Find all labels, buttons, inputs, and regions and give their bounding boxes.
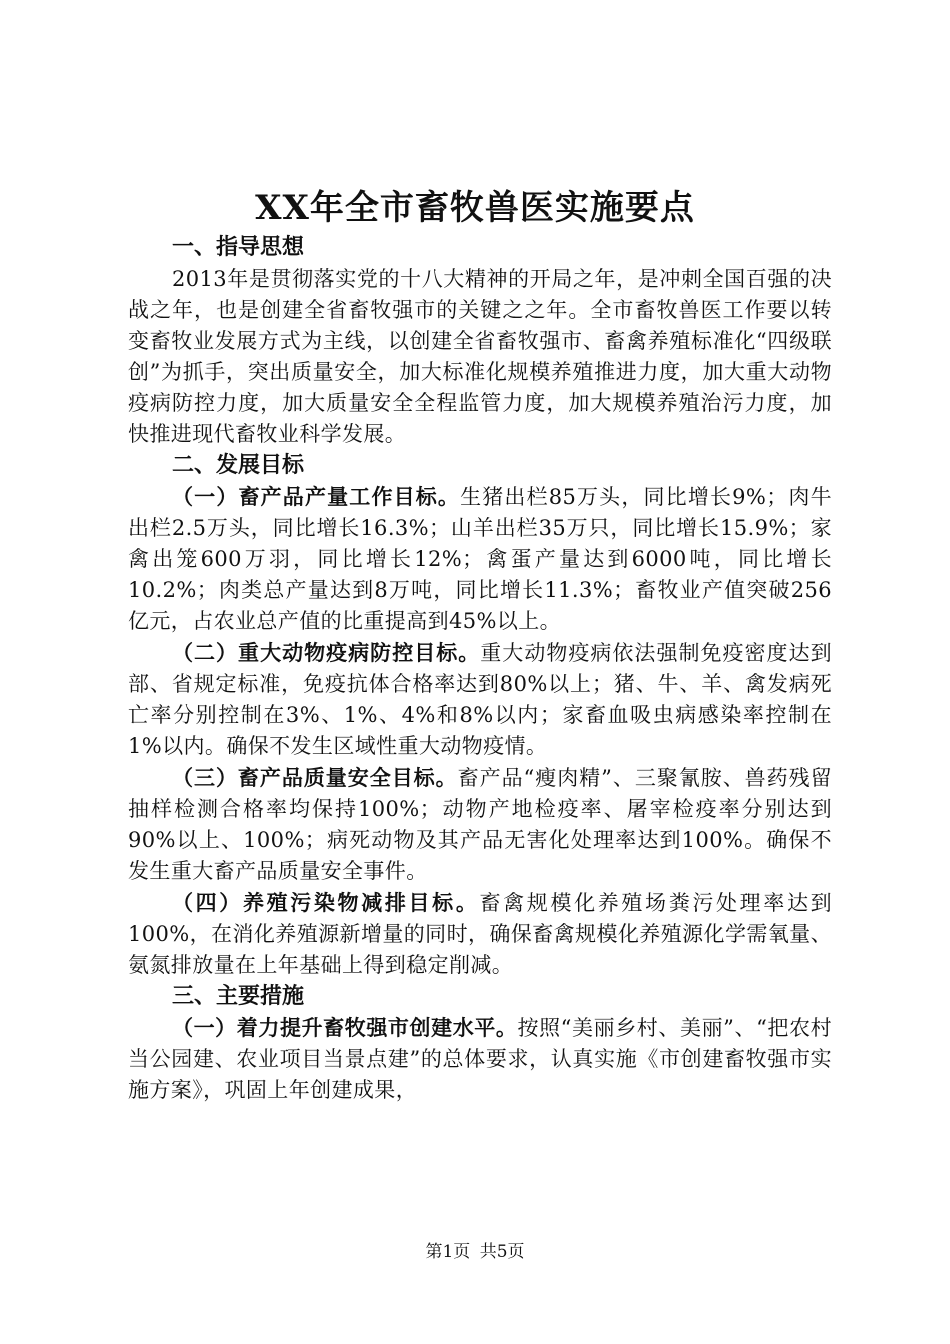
paragraph	[128, 887, 832, 981]
paragraph-text: 重大动物疫病依法强制免疫密度达到部、省规定标准，免疫抗体合格率达到80%以上；猪、牛、羊、禽发病死亡率分别控制在3%、1%、4%和8%以内；家畜血吸虫病感染率控制在1%以内。确保不发生区域性重大动物疫情。	[128, 641, 832, 758]
paragraph	[128, 637, 832, 762]
paragraph-lead: （四）养殖污染物减排目标。	[172, 890, 480, 915]
paragraph-text: 按照“美丽乡村、美丽”、“把农村当公园建、农业项目当景点建”的总体要求，认真实施《市创建畜牧强市实施方案》，巩固上年创建成果，	[128, 1016, 833, 1102]
paragraph	[128, 481, 832, 637]
paragraph-text: 畜禽规模化养殖场粪污处理率达到100%，在消化养殖源新增量的同时，确保畜禽规模化养殖源化学需氧量、氨氮排放量在上年基础上得到稳定削减。	[128, 891, 833, 977]
paragraph-text: 2013年是贯彻落实党的十八大精神的开局之年，是冲刺全国百强的决战之年，也是创建全省畜牧强市的关键之之年。全市畜牧兽医工作要以转变畜牧业发展方式为主线，以创建全省畜牧强市、畜禽养殖标准化“四级联创”为抓手，突出质量安全，加大标准化规模养殖推进力度，加大重大动物疫病防控力度，加大质量安全全程监管力度，加大规模养殖治污力度，加快推进现代畜牧业科学发展。	[128, 267, 832, 446]
paragraph-lead: （二）重大动物疫病防控目标。	[172, 640, 481, 665]
paragraph-lead: （一）畜产品产量工作目标。	[172, 484, 461, 509]
section-heading: 三、主要措施	[172, 983, 305, 1009]
paragraph	[128, 762, 832, 887]
section-heading: 二、发展目标	[172, 452, 305, 478]
paragraph-lead: （一）着力提升畜牧强市创建水平。	[172, 1015, 518, 1040]
section-heading: 一、指导思想	[172, 234, 305, 260]
document-body	[128, 232, 832, 1106]
paragraph-text: 畜产品“瘦肉精”、三聚氰胺、兽药残留抽样检测合格率均保持100%；动物产地检疫率、屠宰检疫率分别达到90%以上、100%；病死动物及其产品无害化处理率达到100%。确保不发生重大畜产品质量安全事件。	[128, 766, 832, 883]
paragraph-lead: （三）畜产品质量安全目标。	[172, 765, 458, 790]
page-footer	[0, 1240, 950, 1264]
paragraph	[128, 1012, 832, 1106]
page-total: 共5页	[479, 1242, 525, 1262]
paragraph	[128, 263, 832, 450]
page-number: 第1页	[425, 1242, 471, 1262]
paragraph-text: 生猪出栏85万头，同比增长9%；肉牛出栏2.5万头，同比增长16.3%；山羊出栏35万只，同比增长15.9%；家禽出笼600万羽，同比增长12%；禽蛋产量达到6000吨，同比增长10.2%；肉类总产量达到8万吨，同比增长11.3%；畜牧业产值突破256亿元，占农业总产值的比重提高到45%以上。	[128, 485, 832, 633]
document-title: XX年全市畜牧兽医实施要点	[255, 188, 695, 228]
